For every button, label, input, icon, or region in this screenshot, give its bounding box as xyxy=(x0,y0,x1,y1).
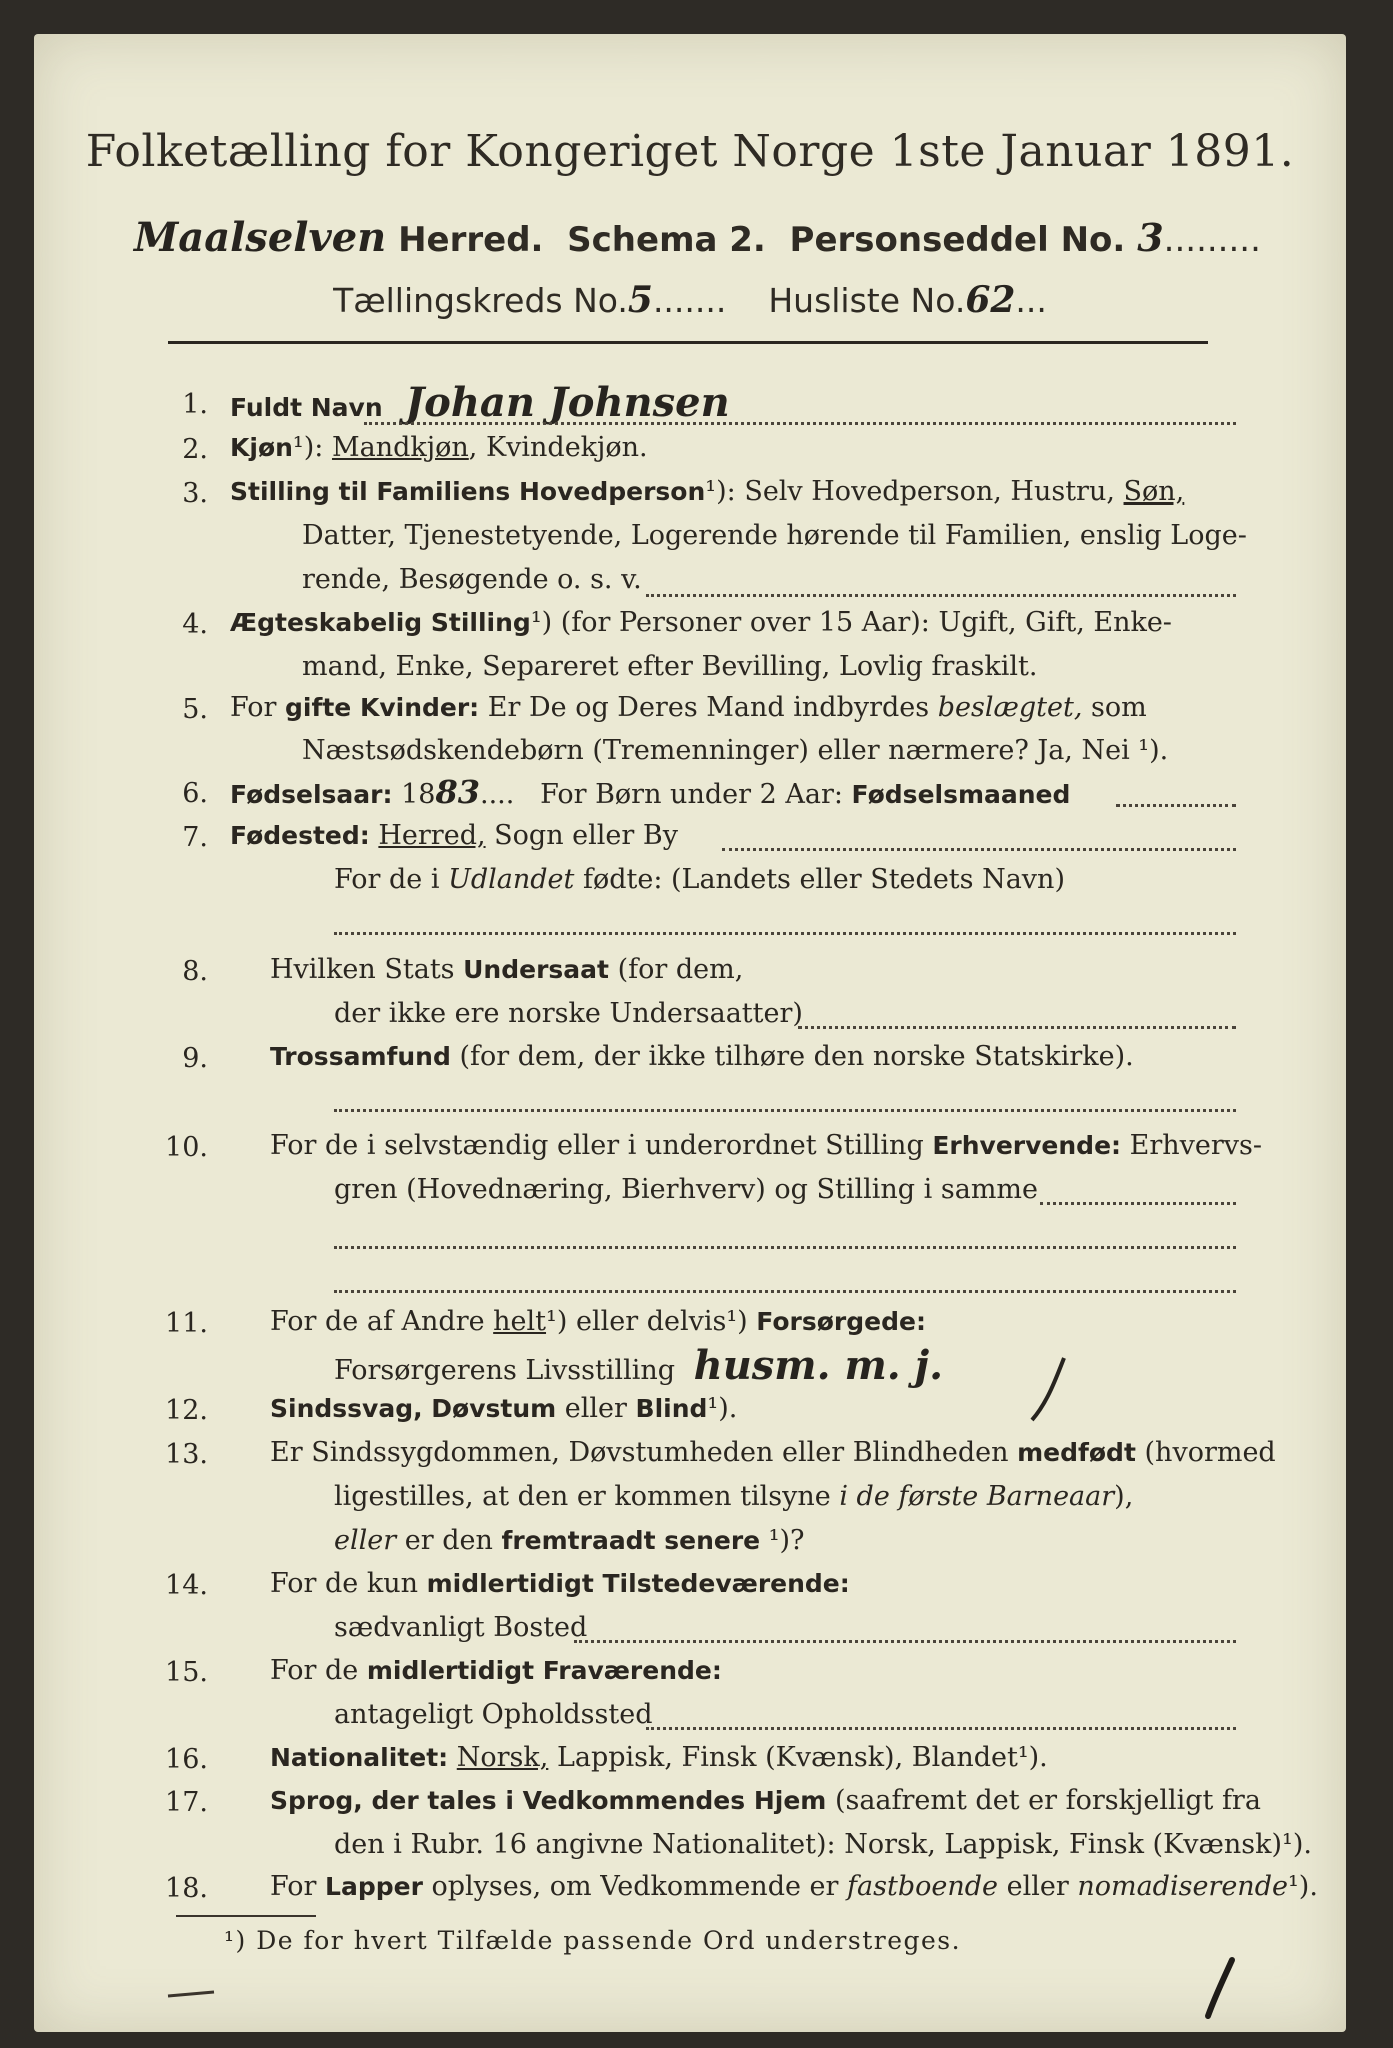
q3-line1 xyxy=(230,475,1184,509)
q11-sup2: ¹) xyxy=(726,1306,748,1337)
q14-line2: sædvanligt Bosted xyxy=(334,1612,588,1643)
personseddel-label: Personseddel No. xyxy=(789,220,1126,260)
q2-line xyxy=(230,431,648,465)
q8-line2: der ikke ere norske Undersaatter) xyxy=(334,998,803,1029)
personseddel-number: 3 xyxy=(1137,215,1164,260)
q2-sep: , xyxy=(468,432,478,463)
q15-line2: antageligt Opholdssted xyxy=(334,1699,653,1730)
q4-line2: mand, Enke, Separeret efter Bevilling, Lovlig fraskilt. xyxy=(302,651,1038,682)
q15-pre: For de xyxy=(270,1655,359,1686)
q11-text1a: For de af Andre xyxy=(270,1306,485,1337)
header-line-herred: Maalselven Herred. Schema 2. Personseddel No. 3......... xyxy=(134,214,1261,261)
q5-pre: For xyxy=(230,692,277,723)
q7-fill-line2 xyxy=(334,932,1236,935)
q2-option-mandkjon: Mandkjøn xyxy=(331,432,469,463)
q10-label: Erhvervende: xyxy=(932,1131,1122,1160)
census-form-sheet xyxy=(34,34,1346,2032)
q18-line xyxy=(270,1870,1318,1904)
q9-text: (for dem, der ikke tilhøre den norske Statskirke). xyxy=(459,1041,1134,1072)
q12-label: Sindssvag, Døvstum xyxy=(270,1394,557,1423)
q5-text1: Er De og Deres Mand indbyrdes xyxy=(487,692,930,723)
header-rule xyxy=(168,341,1208,344)
q13-text2-italic: i de første Barneaar xyxy=(839,1481,1115,1512)
q10-line1 xyxy=(270,1129,1262,1163)
q8-number: 8. xyxy=(182,956,208,987)
q5-line2: Næstsødskendebørn (Tremenninger) eller nærmere? Ja, Nei ¹). xyxy=(302,735,1169,766)
q10-fill-line1 xyxy=(1040,1202,1236,1205)
q11-line2 xyxy=(334,1342,944,1389)
q6-text: For Børn under 2 Aar: xyxy=(540,779,843,810)
q7-option-herred: Herred, xyxy=(378,820,486,851)
q12-label2: Blind xyxy=(635,1394,708,1423)
ink-mark-icon xyxy=(1194,1954,1244,2024)
q8-text1b: (for dem, xyxy=(617,954,744,985)
husliste-number: 62 xyxy=(965,279,1016,321)
q12-mid: eller xyxy=(564,1393,627,1424)
q4-number: 4. xyxy=(182,609,208,640)
q18-italic2: nomadiserende xyxy=(1077,1871,1288,1902)
q13-text3a: er den xyxy=(404,1525,493,1556)
q13-text2a: ligestilles, at den er kommen tilsyne xyxy=(334,1481,831,1512)
header-line-kreds: Tællingskreds No.5....... Husliste No.62... xyxy=(333,279,1047,321)
q10-number: 10. xyxy=(165,1132,208,1163)
q5-italic: beslægtet, xyxy=(937,692,1083,723)
q17-line2: den i Rubr. 16 angivne Nationalitet): Norsk, Lappisk, Finsk (Kvænsk)¹). xyxy=(334,1829,1312,1860)
q7-line2 xyxy=(334,863,1065,897)
q1-line xyxy=(230,379,730,426)
q14-number: 14. xyxy=(165,1570,208,1601)
q18-end: ¹). xyxy=(1287,1871,1318,1902)
q6-label: Fødselsaar: xyxy=(230,780,393,809)
q13-line3 xyxy=(334,1524,805,1558)
q14-line1 xyxy=(270,1567,850,1601)
q12-line xyxy=(270,1392,737,1426)
q8-text1a: Hvilken Stats xyxy=(270,954,455,985)
q2-sup: ¹): xyxy=(292,432,324,463)
q18-mid: eller xyxy=(1006,1871,1069,1902)
kreds-label: Tællingskreds No. xyxy=(333,281,628,320)
q13-label2: fremtraadt senere xyxy=(501,1526,761,1555)
form-title: Folketælling for Kongeriget Norge 1ste Januar 1891. xyxy=(85,126,1295,177)
q6-label2: Fødselsmaaned xyxy=(851,780,1071,809)
q6-fill-line xyxy=(1116,804,1236,807)
q17-number: 17. xyxy=(165,1787,208,1818)
ink-dash-icon xyxy=(164,1984,224,2004)
q2-option-kvindekjon: Kvindekjøn. xyxy=(485,432,648,463)
q7-text2b: fødte: (Landets eller Stedets Navn) xyxy=(582,864,1065,895)
q9-fill-line xyxy=(334,1109,1236,1112)
q13-number: 13. xyxy=(165,1439,208,1470)
q4-line1 xyxy=(230,606,1172,640)
q8-line1 xyxy=(270,953,743,987)
herred-handwritten: Maalselven xyxy=(134,214,387,261)
q12-number: 12. xyxy=(165,1395,208,1426)
q10-fill-line3 xyxy=(334,1290,1236,1293)
q10-text1a: For de i selvstændig eller i underordnet Stilling xyxy=(270,1130,924,1161)
q18-text1: oplyses, om Vedkommende er xyxy=(431,1871,839,1902)
q14-label: midlertidigt Tilstedeværende: xyxy=(426,1569,850,1598)
q11-option-helt: helt xyxy=(493,1306,547,1337)
q7-label: Fødested: xyxy=(230,821,370,850)
q9-label: Trossamfund xyxy=(270,1042,451,1071)
q11-label: Forsørgede: xyxy=(756,1307,926,1336)
q18-pre: For xyxy=(270,1871,317,1902)
q16-rest: Lappisk, Finsk (Kvænsk), Blandet¹). xyxy=(556,1742,1048,1773)
q16-number: 16. xyxy=(165,1744,208,1775)
q6-year-handwritten: 83 xyxy=(435,773,480,811)
herred-label: Herred. xyxy=(398,220,544,260)
q5-label: gifte Kvinder: xyxy=(285,693,480,722)
q13-line2 xyxy=(334,1480,1133,1514)
q14-pre: For de kun xyxy=(270,1568,418,1599)
q3-label: Stilling til Familiens Hovedperson xyxy=(230,477,706,506)
q13-text2b: ), xyxy=(1114,1481,1134,1512)
q13-label: medfødt xyxy=(1017,1438,1136,1467)
q7-text1: Sogn eller By xyxy=(494,820,678,851)
q18-number: 18. xyxy=(165,1873,208,1904)
q13-text1b: (hvormed xyxy=(1144,1437,1276,1468)
q11-sup1: ¹) xyxy=(546,1306,568,1337)
schema-label: Schema 2. xyxy=(567,220,766,260)
q4-text1: ¹) (for Personer over 15 Aar): Ugift, Gift, Enke- xyxy=(530,607,1172,638)
q3-fill-line xyxy=(646,594,1236,597)
q16-label: Nationalitet: xyxy=(270,1743,449,1772)
q9-line xyxy=(270,1040,1134,1074)
q11-text1b: eller delvis xyxy=(575,1306,727,1337)
q6-year-prefix: 18 xyxy=(401,779,436,810)
q18-label: Lapper xyxy=(325,1872,423,1901)
q11-livsstilling-handwritten: husm. m. j. xyxy=(693,1342,944,1389)
q3-line2: Datter, Tjenestetyende, Logerende hørende til Familien, enslig Loge- xyxy=(302,520,1247,551)
q13-text1a: Er Sindssygdommen, Døvstumheden eller Blindheden xyxy=(270,1437,1009,1468)
q1-number: 1. xyxy=(182,389,208,420)
q1-label: Fuldt Navn xyxy=(230,393,383,422)
q15-label: midlertidigt Fraværende: xyxy=(366,1656,722,1685)
q16-option-norsk: Norsk, xyxy=(456,1742,549,1773)
q13-line1 xyxy=(270,1436,1276,1470)
q15-fill-line xyxy=(646,1727,1236,1730)
q8-label: Undersaat xyxy=(463,955,609,984)
q4-label: Ægteskabelig Stilling xyxy=(230,608,531,637)
footnote-rule xyxy=(176,1915,316,1917)
q3-option-son: Søn, xyxy=(1123,476,1185,507)
q17-line1 xyxy=(270,1784,1261,1818)
q11-line1 xyxy=(270,1305,926,1339)
q3-line3: rende, Besøgende o. s. v. xyxy=(302,564,642,595)
q16-line xyxy=(270,1741,1048,1775)
q7-number: 7. xyxy=(182,822,208,853)
q1-name-handwritten: Johan Johnsen xyxy=(405,379,730,426)
husliste-label: Husliste No. xyxy=(768,281,966,320)
q17-text1: (saafremt det er forskjelligt fra xyxy=(834,1785,1261,1816)
q11-number: 11. xyxy=(165,1308,208,1339)
q5-number: 5. xyxy=(182,694,208,725)
q7-fill-line1 xyxy=(722,848,1236,851)
q13-text3b: ¹)? xyxy=(768,1525,805,1556)
q7-text2a: For de i xyxy=(334,864,440,895)
q3-text1: ¹): Selv Hovedperson, Hustru, xyxy=(705,476,1115,507)
q14-fill-line xyxy=(574,1640,1236,1643)
q5-line1 xyxy=(230,691,1147,725)
q15-line1 xyxy=(270,1654,722,1688)
q6-number: 6. xyxy=(182,778,208,809)
footnote: ¹) De for hvert Tilfælde passende Ord understreges. xyxy=(224,1926,962,1955)
kreds-number: 5 xyxy=(627,279,653,321)
q8-fill-line xyxy=(798,1026,1236,1029)
q3-number: 3. xyxy=(182,478,208,509)
q2-label: Kjøn xyxy=(230,433,293,462)
q9-number: 9. xyxy=(182,1043,208,1074)
q2-number: 2. xyxy=(182,434,208,465)
q13-text3-italic: eller xyxy=(334,1525,397,1556)
q1-fill-line xyxy=(364,422,1236,425)
q11-text2: Forsørgerens Livsstilling xyxy=(334,1355,676,1386)
q7-line1 xyxy=(230,819,678,853)
q10-fill-line2 xyxy=(334,1246,1236,1249)
q6-line: Fødselsaar: 1883.... For Børn under 2 Aar: Fødselsmaaned xyxy=(230,773,1071,811)
q5-text1b: som xyxy=(1091,692,1147,723)
q7-text2-italic: Udlandet xyxy=(448,864,575,895)
q10-text1b: Erhvervs- xyxy=(1129,1130,1263,1161)
q18-italic1: fastboende xyxy=(847,1871,998,1902)
q15-number: 15. xyxy=(165,1657,208,1688)
q10-line2: gren (Hovednæring, Bierhverv) og Stilling i samme xyxy=(334,1174,1039,1205)
handwritten-stroke-icon xyxy=(1024,1354,1084,1424)
q17-label: Sprog, der tales i Vedkommendes Hjem xyxy=(270,1786,827,1815)
q12-end: ¹). xyxy=(707,1393,738,1424)
